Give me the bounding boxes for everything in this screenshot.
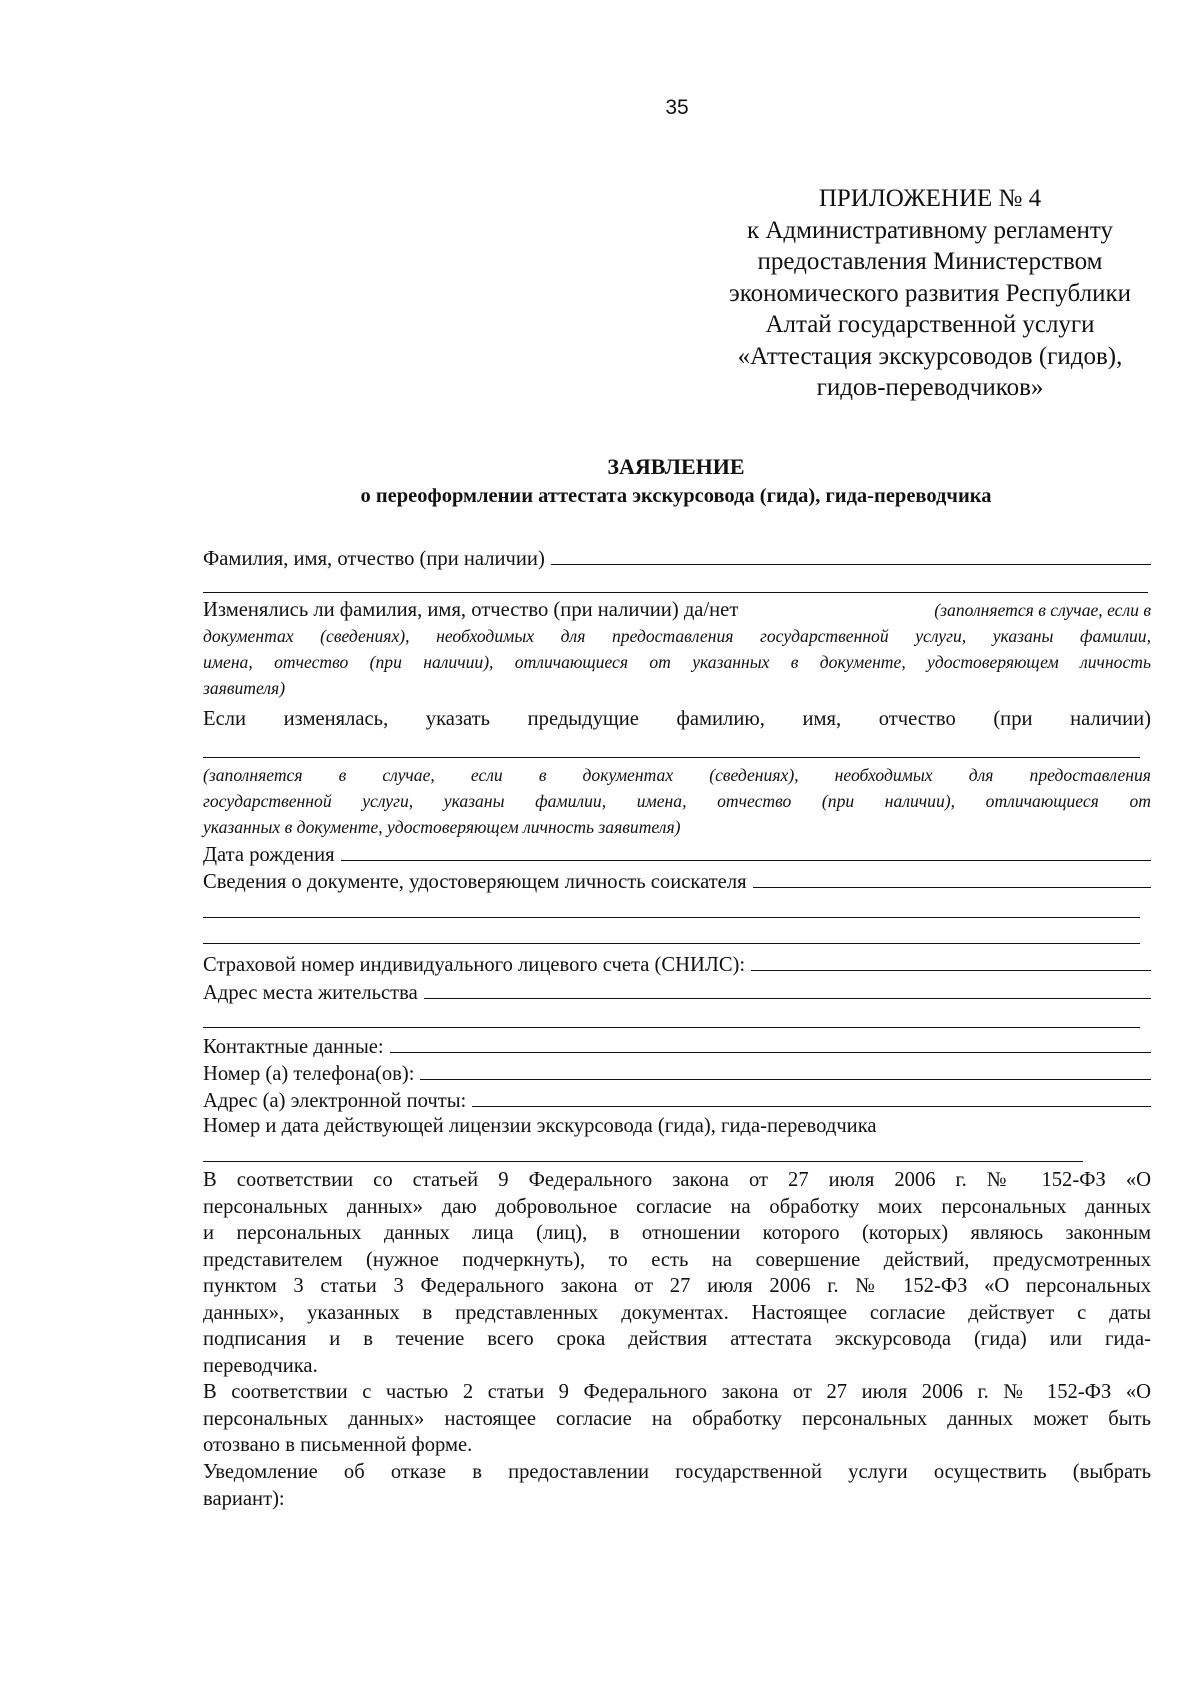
note-line: (заполняется в случае, если в документах (сведениях), необходимых для предоставления — [203, 765, 1151, 785]
changed-note — [203, 623, 1151, 701]
address-label: Адрес места жительства — [203, 982, 418, 1004]
paragraph-line: и персональных данных лица (лиц), в отношении которого (которых) являюсь законным — [203, 1222, 1151, 1244]
previous-input-line[interactable] — [203, 757, 1140, 758]
paragraph-line: переводчика. — [203, 1354, 318, 1377]
phone-input-line[interactable] — [420, 1059, 1151, 1080]
consent-paragraph-1 — [203, 1167, 1151, 1379]
paragraph-line: персональных данных» даю добровольное согласие на обработку моих персональных данных — [203, 1195, 1151, 1218]
phone-row — [203, 1059, 1151, 1087]
contacts-label: Контактные данные: — [203, 1036, 384, 1058]
id-document-input-line[interactable] — [753, 867, 1151, 888]
fio-row — [203, 544, 1151, 572]
birth-date-row — [203, 840, 1151, 868]
note-line: государственной услуги, указаны фамилии, имена, отчество (при наличии), отличающиеся от — [203, 791, 1151, 811]
changed-row — [203, 597, 1151, 623]
note-line: имена, отчество (при наличии), отличающиеся от указанных в документе, удостоверяющем личность — [203, 652, 1151, 672]
address-input-line[interactable] — [424, 978, 1151, 999]
id-document-extra-line[interactable] — [203, 943, 1140, 944]
paragraph-line: В соответствии с частью 2 статьи 9 Федерального закона от 27 июля 2006 г. № 152-ФЗ «О — [203, 1381, 1151, 1403]
appendix-line: «Аттестация экскурсоводов (гидов), — [737, 342, 1123, 370]
fio-label: Фамилия, имя, отчество (при наличии) — [203, 548, 545, 570]
previous-note — [203, 762, 1151, 840]
paragraph-line: отозвано в письменной форме. — [203, 1434, 473, 1456]
snils-label: Страховой номер индивидуального лицевого счета (СНИЛС): — [203, 954, 746, 976]
contacts-row — [203, 1032, 1151, 1060]
address-extra-line[interactable] — [203, 1027, 1140, 1028]
changed-label: Изменялись ли фамилия, имя, отчество (при наличии) да/нет — [203, 599, 739, 621]
appendix-line: ПРИЛОЖЕНИЕ № 4 — [818, 185, 1042, 212]
paragraph-line: В соответствии со статьей 9 Федерального закона от 27 июля 2006 г. № 152-ФЗ «О — [203, 1169, 1151, 1191]
page-number: 35 — [665, 96, 689, 119]
address-row — [203, 978, 1151, 1006]
previous-label: Если изменялась, указать предыдущие фамилию, имя, отчество (при наличии) — [203, 708, 1151, 730]
appendix-line: предоставления Министерством — [757, 248, 1103, 275]
email-input-line[interactable] — [472, 1086, 1151, 1107]
id-document-extra-line[interactable] — [203, 917, 1140, 918]
fio-input-line[interactable] — [551, 544, 1151, 565]
birth-date-input-line[interactable] — [341, 840, 1151, 861]
paragraph-line: пунктом 3 статьи 3 Федерального закона от 27 июля 2006 г. № 152-ФЗ «О персональных — [203, 1275, 1151, 1297]
paragraph-line: подписания и в течение всего срока действия аттестата экскурсовода (гида) или гида- — [203, 1328, 1151, 1350]
document-title: ЗАЯВЛЕНИЕ — [607, 454, 745, 479]
appendix-line: экономического развития Республики — [729, 279, 1131, 307]
note-line: документах (сведениях), необходимых для предоставления государственной услуги, указаны фамилии, — [203, 626, 1151, 646]
paragraph-line: данных», указанных в представленных документах. Настоящее согласие действует с даты — [203, 1301, 1151, 1324]
contacts-input-line[interactable] — [390, 1032, 1151, 1053]
paragraph-line: представителем (нужное подчеркнуть), то есть на совершение действий, предусмотренных — [203, 1248, 1151, 1271]
note-line: указанных в документе, удостоверяющем личность заявителя) — [203, 817, 681, 837]
document-subtitle: о переоформлении аттестата экскурсовода (гида), гида-переводчика — [360, 485, 992, 507]
appendix-header — [630, 183, 1200, 404]
email-label: Адрес (а) электронной почты: — [203, 1090, 467, 1112]
paragraph-line: Уведомление об отказе в предоставлении государственной услуги осуществить (выбрать — [203, 1461, 1151, 1483]
consent-paragraph-2 — [203, 1379, 1151, 1459]
appendix-line: гидов-переводчиков» — [816, 374, 1044, 401]
snils-input-line[interactable] — [751, 950, 1151, 971]
notification-paragraph — [203, 1459, 1151, 1512]
appendix-line: Алтай государственной услуги — [765, 311, 1095, 338]
snils-row — [203, 950, 1151, 978]
fio-extra-line[interactable] — [203, 592, 1148, 593]
changed-note-start: (заполняется в случае, если в — [934, 600, 1151, 620]
birth-date-label: Дата рождения — [203, 844, 335, 866]
license-input-line[interactable] — [203, 1161, 1083, 1162]
phone-label: Номер (а) телефона(ов): — [203, 1063, 415, 1085]
paragraph-line: персональных данных» настоящее согласие на обработку персональных данных может быть — [203, 1407, 1151, 1430]
id-document-label: Сведения о документе, удостоверяющем личность соискателя — [203, 871, 747, 893]
email-row — [203, 1086, 1151, 1114]
note-line: заявителя) — [203, 678, 286, 698]
appendix-line: к Административному регламенту — [746, 216, 1114, 244]
license-label: Номер и дата действующей лицензии экскурсовода (гида), гида-переводчика — [203, 1115, 877, 1137]
id-document-row — [203, 867, 1151, 895]
paragraph-line: вариант): — [203, 1487, 285, 1510]
